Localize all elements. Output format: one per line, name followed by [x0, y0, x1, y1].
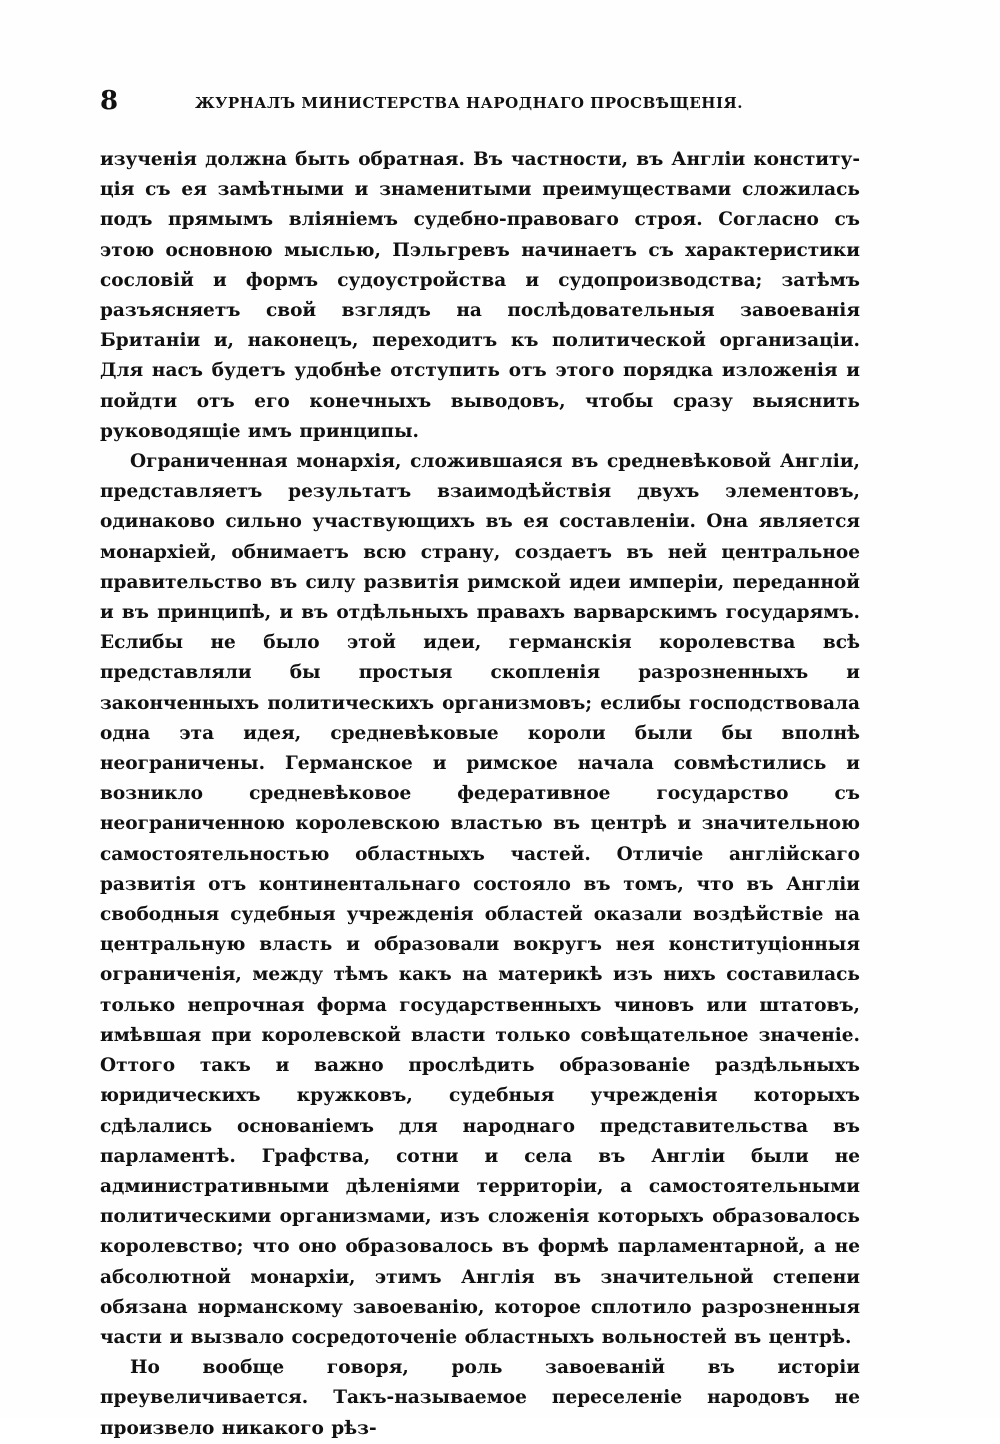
paragraph-continued: изученія должна быть обратная. Въ частности, въ Англіи конститу-ція съ ея замѣтными и знаменитыми преимуществами сложилась подъ прямымъ вліяніемъ судебно-правоваго строя. Согласно съ этою основною мыслью, Пэльгревъ начинаетъ съ характеристики сословій и формъ судоустройства и судопроизводства; затѣмъ разъясняетъ свой взглядъ на послѣдовательныя завоеванія Британіи и, наконецъ, переходитъ къ политической организаціи. Для насъ будетъ удобнѣе отступить отъ этого порядка изложенія и пойдти отъ его конечныхъ выводовъ, чтобы сразу выяснить руководящіе имъ принципы.	[100, 149, 860, 442]
page-body	[100, 145, 860, 1444]
paragraph-conquests: Но вообще говоря, роль завоеваній въ исторіи преувеличивается. Такъ-называемое переселеніе народовъ не произвело никакого рѣз-	[100, 1357, 860, 1439]
paragraph-monarchy: Ограниченная монархія, сложившаяся въ средневѣковой Англіи, представляетъ результатъ взаимодѣйствія двухъ элементовъ, одинаково сильно участвующихъ въ ея составленіи. Она является монархіей, обнимаетъ всю страну, создаетъ въ ней центральное правительство въ силу развитія римской идеи имперіи, переданной и въ принципѣ, и въ отдѣльныхъ правахъ варварскимъ государямъ. Еслибы не было этой идеи, германскія королевства всѣ представляли бы простыя скопленія разрозненныхъ и законченныхъ политическихъ организмовъ; еслибы господствовала одна эта идея, средневѣковые короли были бы вполнѣ неограничены. Германское и римское начала совмѣстились и возникло средневѣковое федеративное государство съ неограниченною королевскою властью въ центрѣ и значительною самостоятельностью областныхъ частей. Отличіе англійскаго развитія отъ континентальнаго состояло въ томъ, что въ Англіи свободныя судебныя учрежденія областей оказали воздѣйствіе на центральную власть и образовали вокругъ нея конституціонныя ограниченія, между тѣмъ какъ на материкѣ изъ нихъ составилась только непрочная форма государственныхъ чиновъ или штатовъ, имѣвшая при королевской власти только совѣщательное значеніе. Оттого такъ и важно прослѣдить образованіе раздѣльныхъ юридическихъ кружковъ, судебныя учрежденія которыхъ сдѣлались основаніемъ для народнаго представительства въ парламентѣ. Графства, сотни и села въ Англіи были не административными дѣленіями территоріи, а самостоятельными политическими организмами, изъ сложенія которыхъ образовалось королевство; что оно образовалось въ формѣ парламентарной, а не абсолютной монархіи, этимъ Англія въ значительной степени обязана норманскому завоеванію, которое сплотило разрозненныя части и вызвало сосредоточеніе областныхъ вольностей въ центрѣ.	[100, 451, 860, 1348]
running-title: ЖУРНАЛЪ МИНИСТЕРСТВА НАРОДНАГО ПРОСВѢЩЕНІЯ.	[195, 94, 743, 112]
page-number: 8	[100, 86, 119, 116]
page-header	[100, 86, 860, 126]
